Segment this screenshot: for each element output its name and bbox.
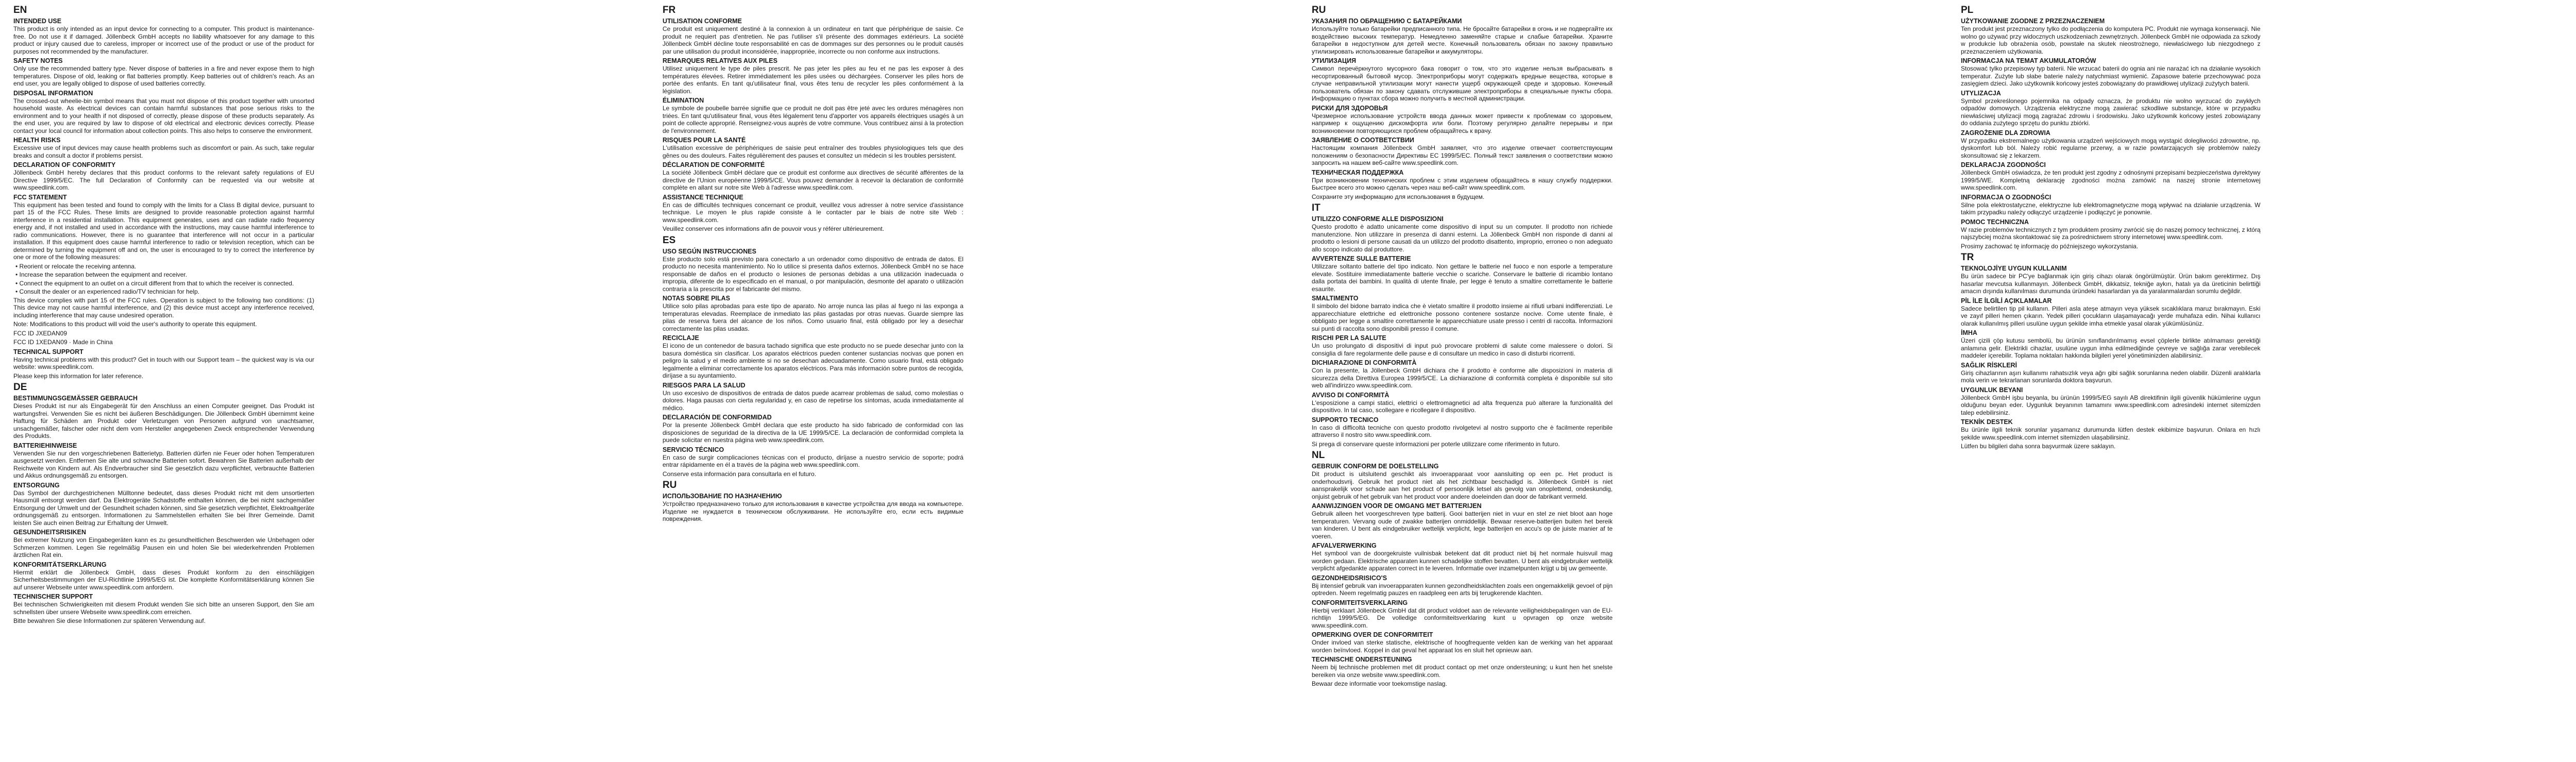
paragraph: Jöllenbeck GmbH hereby declares that this product conforms to the relevant safety regulations of EU Directive 1999/5/EC. The full Declaration of Conformity can be requested via our website at www.speedlink.com.	[13, 169, 314, 191]
section-heading: ENTSORGUNG	[13, 481, 60, 489]
section-heading: INTENDED USE	[13, 18, 62, 25]
section-heading: AANWIJZINGEN VOOR DE OMGANG MET BATTERIJEN	[1312, 502, 1482, 510]
section-heading: REMARQUES RELATIVES AUX PILES	[663, 57, 777, 64]
paragraph: L'utilisation excessive de périphériques de saisie peut entraîner des troubles physiologiques tels que des gênes ou des douleurs. Faites régulièrement des pauses et consultez un médecin si les troubles persistent.	[663, 144, 963, 159]
paragraph: Ce produit est uniquement destiné à la connexion à un ordinateur en tant que périphérique de saisie. Ce produit ne requiert pas d'entretien. Ne pas l'utiliser s'il présente des dommages extérieurs. La société Jöllenbeck GmbH décline toute responsabilité en cas de dommages sur des personnes ou le produit causés par une utilisation du produit inconsidérée, inappropriée, incorrecte ou non conforme aux instructions.	[663, 25, 963, 55]
section-heading: FCC STATEMENT	[13, 193, 67, 201]
section-heading: ZAGROŻENIE DLA ZDROWIA	[1961, 129, 2050, 137]
section-heading: DISPOSAL INFORMATION	[13, 89, 93, 97]
paragraph: Bewaar deze informatie voor toekomstige naslag.	[1312, 680, 1447, 687]
section-heading: TEKNİK DESTEK	[1961, 418, 2013, 426]
panel-columns	[1961, 5, 2576, 758]
manual-panel-2	[649, 0, 1298, 762]
paragraph: In caso di difficoltà tecniche con questo prodotto rivolgetevi al nostro supporto che è facilmente reperibile attraverso il nostro sito www.speedlink.com.	[1312, 424, 1613, 438]
section-heading: РИСКИ ДЛЯ ЗДОРОВЬЯ	[1312, 104, 1388, 112]
paragraph: En cas de difficultés techniques concernant ce produit, veuillez vous adresser à notre service d'assistance technique. Le moyen le plus rapide consiste à le contacter par le biais de notre site Web : www.speedlink.com.	[663, 201, 963, 224]
section-heading: DICHIARAZIONE DI CONFORMITÀ	[1312, 359, 1417, 366]
paragraph: При возникновении технических проблем с этим изделием обращайтесь в нашу службу поддержки. Быстрее всего это можно сделать через наш веб-сайт www.speedlink.com.	[1312, 176, 1613, 191]
bullet-item: • Reorient or relocate the receiving antenna.	[21, 263, 314, 270]
paragraph: Устройство предназначено только для использования в качестве устройства для ввода на компьютере. Изделие не нуждается в техническом обслуживании. Не используйте его, если есть видимые повреждения.	[663, 500, 963, 522]
section-heading: PİL İLE İLGİLİ AÇIKLAMALAR	[1961, 297, 2052, 304]
language-section	[1312, 450, 1613, 688]
section-heading: UTYLIZACJA	[1961, 89, 2001, 97]
paragraph: Настоящим компания Jöllenbeck GmbH заявляет, что это изделие отвечает соответствующим положениям о безопасности Директивы ЕС 1999/5/EC. Полный текст заявления о соответствии можно запросить на нашем веб-сайте www.speedlink.com.	[1312, 144, 1613, 166]
section-heading: GEZONDHEIDSRISICO'S	[1312, 574, 1387, 582]
paragraph: Hiermit erklärt die Jöllenbeck GmbH, dass dieses Produkt konform zu den einschlägigen Sicherheitsbestimmungen der EU-Richtlinie 1999/5/EG ist. Die komplette Konformitätserklärung können Sie auf unserer Webseite unter www.speedlink.com anfordern.	[13, 568, 314, 591]
paragraph: Hierbij verklaart Jöllenbeck GmbH dat dit product voldoet aan de relevante veiligheidsbepalingen van de EU-richtlijn 1999/5/EG. De volledige conformiteitsverklaring kunt u opvragen op onze website www.speedlink.com.	[1312, 606, 1613, 629]
language-code: IT	[1312, 202, 1320, 213]
language-code: FR	[663, 5, 676, 15]
paragraph: Please keep this information for later reference.	[13, 372, 144, 380]
paragraph: Un uso excesivo de dispositivos de entrada de datos puede acarrear problemas de salud, como molestias o dolores. Haga pausas con cierta regularidad y, en caso de repetirse los síntomas, acuda inmediatamente al médico.	[663, 389, 963, 412]
paragraph: Символ перечёркнутого мусорного бака говорит о том, что это изделие нельзя выбрасывать в несортированный бытовой мусор. Электроприборы могут содержать вредные вещества, которые в случае неправильной утилизации могут нанести ущерб окружающей среде и здоровью. Конечный пользователь обязан по закону сдавать отслужившие электроприборы в специальные пункты сбора. Информацию о пунктах сбора можно получить в местной администрации.	[1312, 65, 1613, 102]
section-heading: INFORMACJA O ZGODNOŚCI	[1961, 193, 2052, 201]
paragraph: Symbol przekreślonego pojemnika na odpady oznacza, że produktu nie wolno wyrzucać do zwykłych odpadów domowych. Urządzenia elektryczne mogą zawierać szkodliwe substancje, które w przypadku niewłaściwej utylizacji mogą zagrażać zdrowiu i środowisku. Jako użytkownik końcowy jesteś zobowiązany do oddania zużytego sprzętu do punktu zbiórki.	[1961, 97, 2261, 127]
section-heading: DÉCLARATION DE CONFORMITÉ	[663, 161, 765, 168]
paragraph: L'esposizione a campi statici, elettrici o elettromagnetici ad alta frequenza può alterare la funzionalità del dispositivo. In tal caso, scollegare e ricollegare il dispositivo.	[1312, 399, 1613, 414]
section-heading: SUPPORTO TECNICO	[1312, 416, 1379, 424]
language-section	[1961, 252, 2261, 450]
paragraph: Чрезмерное использование устройств ввода данных может привести к проблемам со здоровьем, например к ощущению дискомфорта или боли. Поэтому регулярно делайте перерывы и при возникновении повторяющихся проблем обращайтесь к врачу.	[1312, 112, 1613, 134]
section-heading: ÉLIMINATION	[663, 97, 704, 104]
language-section	[663, 235, 963, 478]
section-heading: USO SEGÚN INSTRUCCIONES	[663, 247, 756, 255]
paragraph: Используйте только батарейки предписанного типа. Не бросайте батарейки в огонь и не подвергайте их воздействию высоких температур. Немедленно заменяйте старые и слабые батарейки. Храните батарейки в недоступном для детей месте. Конечный пользователь обязан по закону правильно утилизировать использованные батарейки и аккумуляторы.	[1312, 25, 1613, 55]
language-code: RU	[1312, 5, 1326, 15]
paragraph: Het symbool van de doorgekruiste vuilnisbak betekent dat dit product niet bij het normale huisvuil mag worden gedaan. Elektrische apparaten kunnen schadelijke stoffen bevatten. U bent als eindgebruiker wettelijk verplicht afgedankte apparaten correct in te leveren. Informatie over inzamelpunten krijgt u bij uw gemeente.	[1312, 550, 1613, 572]
section-heading: TECHNISCHE ONDERSTEUNING	[1312, 656, 1412, 663]
paragraph: Neem bij technische problemen met dit product contact op met onze ondersteuning; u kunt hen het snelste bereiken via onze website www.speedlink.com.	[1312, 664, 1613, 679]
paragraph: Il simbolo del bidone barrato indica che è vietato smaltire il prodotto insieme ai rifiuti urbani indifferenziati. Le apparecchiature elettriche ed elettroniche possono contenere sostanze nocive. Come utente finale, è obbligato per legge a smaltire correttamente le apparecchiature usate presso i centri di raccolta. Informazioni sui punti di raccolta sono disponibili presso il comune.	[1312, 302, 1613, 332]
section-heading: BESTIMMUNGSGEMÄSSER GEBRAUCH	[13, 395, 138, 402]
section-heading: GEBRUIK CONFORM DE DOELSTELLING	[1312, 463, 1439, 470]
panel-columns	[663, 5, 1285, 758]
manual-panel-3	[1298, 0, 1947, 762]
section-heading: RECICLAJE	[663, 334, 699, 342]
paragraph: Bu ürün sadece bir PC'ye bağlanmak için giriş cihazı olarak öngörülmüştür. Ürün bakım gerektirmez. Dış hasarlar mevcutsa kullanmayın. Jöllenbeck GmbH, dikkatsiz, tekniğe aykırı, hatalı ya da üreticinin belirttiği amacın dışında kullanılması durumunda üründeki hasarlardan ya da yaralanmalardan sorumlu değildir.	[1961, 273, 2261, 295]
section-heading: GESUNDHEITSRISIKEN	[13, 529, 86, 536]
section-heading: SMALTIMENTO	[1312, 295, 1359, 302]
section-heading: DECLARACIÓN DE CONFORMIDAD	[663, 414, 772, 421]
section-heading: HEALTH RISKS	[13, 137, 61, 144]
paragraph: Note: Modifications to this product will void the user's authority to operate this equipment.	[13, 320, 257, 328]
paragraph: Sadece belirtilen tip pil kullanın. Pilleri asla ateşe atmayın veya yüksek sıcaklıklara maruz bırakmayın. Eski ve zayıf pilleri hemen çıkarın. Yedek pilleri çocukların ulaşamayacağı yerde muhafaza edin. Nihai kullanıcı olarak kullanılmış pilleri usulüne uygun şekilde imha etmekle yasal olarak yükümlüsünüz.	[1961, 304, 2261, 327]
bullet-item: • Connect the equipment to an outlet on a circuit different from that to which the receiver is connected.	[21, 280, 314, 287]
language-code: TR	[1961, 252, 1974, 263]
section-heading: AVVISO DI CONFORMITÀ	[1312, 391, 1389, 399]
paragraph: Con la presente, la Jöllenbeck GmbH dichiara che il prodotto è conforme alle disposizioni in materia di sicurezza della Direttiva Europea 1999/5/CE. La dichiarazione di conformità completa è disponibile sul sito web all'indirizzo www.speedlink.com.	[1312, 367, 1613, 389]
paragraph: The crossed-out wheelie-bin symbol means that you must not dispose of this product together with unsorted household waste. As electrical devices can contain harmful substances that pose serious risks to the environment and to your health if not disposed of correctly, please dispose of these products separately. As the end user, you are required by law to dispose of old electrical and electronic devices correctly. Please contact your local council for information about collection points. This also helps to conserve the environment.	[13, 97, 314, 134]
paragraph: Si prega di conservare queste informazioni per poterle utilizzare come riferimento in futuro.	[1312, 440, 1560, 448]
section-heading: AFVALVERWERKING	[1312, 542, 1377, 549]
paragraph: FCC ID 1XEDAN09 · Made in China	[13, 338, 113, 346]
paragraph: W razie problemów technicznych z tym produktem prosimy zwrócić się do naszej pomocy technicznej, z którą najszybciej można skontaktować się za pośrednictwem strony internetowej www.speedlink.com.	[1961, 226, 2261, 241]
paragraph: Üzeri çizili çöp kutusu sembolü, bu ürünün sınıflandırılmamış evsel çöplerle birlikte atılmaması gerektiği anlamına gelir. Elektrikli cihazlar, usulüne uygun imha edilmediğinde çevreye ve sağlığa zarar verebilecek maddeler içerebilir. Toplama noktaları hakkında bilgileri yerel yönetiminizden alabilirsiniz.	[1961, 337, 2261, 359]
paragraph: Gebruik alleen het voorgeschreven type batterij. Gooi batterijen niet in vuur en stel ze niet bloot aan hoge temperaturen. Vervang oude of zwakke batterijen onmiddellijk. Bewaar reserve-batterijen buiten het bereik van kinderen. U bent als eindgebruiker wettelijk verplicht, lege batterijen en accu's op de juiste manier af te voeren.	[1312, 510, 1613, 540]
paragraph: W przypadku ekstremalnego użytkowania urządzeń wejściowych mogą wystąpić dolegliwości zdrowotne, np. dyskomfort lub ból. Należy robić regularne przerwy, a w razie powtarzających się problemów należy skonsultować się z lekarzem.	[1961, 137, 2261, 159]
paragraph: FCC ID JXEDAN09	[13, 329, 67, 337]
bullet-item: • Increase the separation between the equipment and receiver.	[21, 271, 314, 279]
paragraph: This device complies with part 15 of the FCC rules. Operation is subject to the following two conditions: (1) This device may not cause harmful interference, and (2) this device must accept any interference received, including interference that may cause undesired operation.	[13, 296, 314, 319]
paragraph: Bu ürünle ilgili teknik sorunlar yaşamanız durumunda lütfen destek ekibimize başvurun. Onlara en hızlı şekilde www.speedlink.com internet sitemizden ulaşabilirsiniz.	[1961, 426, 2261, 441]
section-heading: SAFETY NOTES	[13, 57, 63, 64]
section-heading: SAĞLIK RİSKLERİ	[1961, 361, 2018, 369]
paragraph: La société Jöllenbeck GmbH déclare que ce produit est conforme aux directives de sécurité afférentes de la directive de l'Union européenne 1999/5/CE. Vous pouvez demander à recevoir la déclaration de conformité complète en allant sur notre site Web à l'adresse www.speedlink.com.	[663, 169, 963, 191]
panel-columns	[1312, 5, 1934, 758]
section-heading: RISQUES POUR LA SANTÉ	[663, 137, 746, 144]
section-heading: DECLARATION OF CONFORMITY	[13, 161, 116, 168]
paragraph: Lütfen bu bilgileri daha sonra başvurmak üzere saklayın.	[1961, 443, 2116, 450]
section-heading: INFORMACJA NA TEMAT AKUMULATORÓW	[1961, 57, 2096, 64]
section-heading: ЗАЯВЛЕНИЕ О СООТВЕТСТВИИ	[1312, 137, 1414, 144]
paragraph: Veuillez conserver ces informations afin de pouvoir vous y référer ultérieurement.	[663, 225, 885, 232]
paragraph: Das Symbol der durchgestrichenen Mülltonne bedeutet, dass dieses Produkt nicht mit dem unsortierten Hausmüll entsorgt werden darf. Da Elektrogeräte Schadstoffe enthalten können, die bei nicht sachgemäßer Entsorgung der Umwelt und der Gesundheit schaden können, sind Sie gesetzlich verpflichtet, Elektroaltgeräte ordnungsgemäß zu entsorgen. Informationen zu Sammelstellen erhalten Sie bei Ihrer Gemeinde. Damit leisten Sie auch einen Beitrag zur Erhaltung der Umwelt.	[13, 489, 314, 527]
section-heading: RIESGOS PARA LA SALUD	[663, 381, 745, 389]
section-heading: BATTERIEHINWEISE	[13, 442, 77, 449]
language-code: DE	[13, 382, 27, 393]
language-code: EN	[13, 5, 27, 15]
language-section	[1961, 5, 2261, 250]
section-heading: RISCHI PER LA SALUTE	[1312, 334, 1386, 342]
language-section	[13, 382, 314, 625]
paragraph: Este producto solo está previsto para conectarlo a un ordenador como dispositivo de entrada de datos. El producto no necesita mantenimiento. No lo utilice si presenta daños externos. Jöllenbeck GmbH no se hace responsable de daños en el producto o lesiones de personas debidas a una utilización inadecuada o impropia, diferente de lo especificado en el manual, o por manipulación, desmonte del aparato o utilización contraria a la prescrita por el fabricante del mismo.	[663, 255, 963, 293]
language-code: NL	[1312, 450, 1325, 461]
section-heading: ТЕХНИЧЕСКАЯ ПОДДЕРЖКА	[1312, 168, 1404, 176]
paragraph: Por la presente Jöllenbeck GmbH declara que este producto ha sido fabricado de conformidad con las disposiciones de seguridad de la directiva de la UE 1999/5/CE. La declaración de conformidad completa la puede solicitar en nuestra página web www.speedlink.com.	[663, 421, 963, 444]
paragraph: Bitte bewahren Sie diese Informationen zur späteren Verwendung auf.	[13, 617, 206, 624]
section-heading: SERVICIO TÉCNICO	[663, 446, 724, 453]
language-code: ES	[663, 234, 676, 246]
paragraph: Ten produkt jest przeznaczony tylko do podłączenia do komputera PC. Produkt nie wymaga konserwacji. Nie wolno go używać przy widocznych uszkodzeniach zewnętrznych. Jöllenbeck GmbH nie odpowiada za szkody w produkcie lub obrażenia osób, powstałe na skutek nieostrożnego, niewłaściwego lub niezgodnego z przeznaczeniem użytkowania.	[1961, 25, 2261, 55]
paragraph: En caso de surgir complicaciones técnicas con el producto, diríjase a nuestro servicio de soporte; podrá entrar rápidamente en él a través de la página web www.speedlink.com.	[663, 453, 963, 468]
paragraph: Prosimy zachować tę informację do późniejszego wykorzystania.	[1961, 242, 2139, 250]
paragraph: Stosować tylko przepisowy typ baterii. Nie wrzucać baterii do ognia ani nie narażać ich na działanie wysokich temperatur. Zużyte lub słabe baterie należy natychmiast wymienić. Zapasowe baterie przechowywać poza zasięgiem dzieci. Jako użytkownik końcowy jesteś zobowiązany do prawidłowej utylizacji zużytych baterii.	[1961, 65, 2261, 87]
paragraph: Having technical problems with this product? Get in touch with our Support team – the quickest way is via our website: www.speedlink.com.	[13, 355, 314, 370]
section-heading: OPMERKING OVER DE CONFORMITEIT	[1312, 631, 1433, 638]
paragraph: Utilizzare soltanto batterie del tipo indicato. Non gettare le batterie nel fuoco e non esporle a temperature elevate. Sostituire immediatamente batterie vecchie o scariche. Conservare le batterie di ricambio lontano dalla portata dei bambini. In qualità di utente finale, per legge è tenuto a smaltire correttamente le batterie esaurite.	[1312, 263, 1613, 293]
paragraph: Giriş cihazlarının aşırı kullanımı rahatsızlık veya ağrı gibi sağlık sorunlarına neden olabilir. Düzenli aralıklarla mola verin ve tekrarlanan sorunlarda doktora başvurun.	[1961, 369, 2261, 384]
section-heading: KONFORMITÄTSERKLÄRUNG	[13, 561, 107, 568]
bullet-item: • Consult the dealer or an experienced radio/TV technician for help.	[21, 288, 314, 296]
paragraph: Сохраните эту информацию для использования в будущем.	[1312, 193, 1485, 200]
paragraph: Le symbole de poubelle barrée signifie que ce produit ne doit pas être jeté avec les ordures ménagères non triées. En tant qu'utilisateur final, vous êtes légalement tenu d'apporter vos appareils électriques usagés à un point de collecte approprié. Renseignez-vous auprès de votre commune. Vous contribuez ainsi à la protection de l'environnement.	[663, 105, 963, 134]
paragraph: Bei extremer Nutzung von Eingabegeräten kann es zu gesundheitlichen Beschwerden wie Unbehagen oder Schmerzen kommen. Legen Sie regelmäßig Pausen ein und holen Sie bei wiederkehrenden Problemen ärztlichen Rat ein.	[13, 536, 314, 558]
language-code: RU	[663, 480, 677, 490]
paragraph: Utilisez uniquement le type de piles prescrit. Ne pas jeter les piles au feu et ne pas les exposer à des températures élevées. Retirer immédiatement les piles usées ou déchargées. Conserver les piles hors de portée des enfants. En tant qu'utilisateur final, vous êtes tenu de recycler les piles conformément à la législation.	[663, 65, 963, 95]
section-heading: İMHA	[1961, 329, 1977, 336]
language-section	[13, 5, 314, 380]
section-heading: NOTAS SOBRE PILAS	[663, 295, 731, 302]
paragraph: Dieses Produkt ist nur als Eingabegerät für den Anschluss an einen Computer geeignet. Das Produkt ist wartungsfrei. Verwenden Sie es nicht bei äußeren Beschädigungen. Die Jöllenbeck GmbH übernimmt keine Haftung für Schäden am Produkt oder Verletzungen von Personen aufgrund von unachtsamer, unsachgemäßer, falscher oder nicht dem vom Hersteller angegebenen Zweck entsprechender Verwendung des Produkts.	[13, 402, 314, 439]
paragraph: This equipment has been tested and found to comply with the limits for a Class B digital device, pursuant to part 15 of the FCC Rules. These limits are designed to provide reasonable protection against harmful interference in a residential installation. This equipment generates, uses and can radiate radio frequency energy and, if not installed and used in accordance with the instructions, may cause harmful interference to radio communications. However, there is no guarantee that interference will not occur in a particular installation. If this equipment does cause harmful interference to radio or television reception, which can be determined by turning the equipment off and on, the user is encouraged to try to correct the interference by one or more of the following measures:	[13, 201, 314, 261]
section-heading: DEKLARACJA ZGODNOŚCI	[1961, 161, 2046, 168]
paragraph: Silne pola elektrostatyczne, elektryczne lub elektromagnetyczne mogą wpływać na działanie urządzenia. W takim przypadku należy odłączyć urządzenie i podłączyć je ponownie.	[1961, 201, 2261, 216]
section-heading: ИСПОЛЬЗОВАНИЕ ПО НАЗНАЧЕНИЮ	[663, 493, 782, 500]
section-heading: CONFORMITEITSVERKLARING	[1312, 599, 1408, 606]
paragraph: Only use the recommended battery type. Never dispose of batteries in a fire and never expose them to high temperatures. Dispose of old, leaking or flat batteries promptly. Keep batteries out of children's reach. As an end user, you are legally obliged to dispose of used batteries correctly.	[13, 65, 314, 87]
section-heading: UŻYTKOWANIE ZGODNE Z PRZEZNACZENIEM	[1961, 18, 2105, 25]
paragraph: Bij intensief gebruik van invoerapparaten kunnen gezondheidsklachten zoals een ongemakkelijk gevoel of pijn optreden. Neem regelmatig pauzes en raadpleeg een arts bij terugkerende klachten.	[1312, 582, 1613, 597]
manual-panel-4	[1947, 0, 2576, 762]
manual-panel-1	[0, 0, 649, 762]
paragraph: Excessive use of input devices may cause health problems such as discomfort or pain. As such, take regular breaks and consult a doctor if problems persist.	[13, 144, 314, 159]
paragraph: El icono de un contenedor de basura tachado significa que este producto no se puede desechar junto con la basura doméstica sin clasificar. Los aparatos eléctricos pueden contener sustancias nocivas que ponen en peligro la salud y el medio ambiente si no se desechan adecuadamente. Como usuario final, está obligado legalmente a eliminar correctamente los aparatos eléctricos. Para más información sobre puntos de recogida, diríjase a su ayuntamiento.	[663, 342, 963, 379]
language-section	[663, 5, 963, 233]
paragraph: Onder invloed van sterke statische, elektrische of hoogfrequente velden kan de werking van het apparaat worden beïnvloed. Koppel in dat geval het apparaat los en sluit het opnieuw aan.	[1312, 639, 1613, 654]
language-section	[663, 480, 963, 523]
section-heading: TECHNICAL SUPPORT	[13, 348, 83, 355]
language-code: PL	[1961, 5, 1974, 15]
section-heading: UTILIZZO CONFORME ALLE DISPOSIZIONI	[1312, 215, 1444, 223]
paragraph: Jöllenbeck GmbH işbu beyanla, bu ürünün 1999/5/EG sayılı AB direktifinin ilgili güvenlik hükümlerine uygun olduğunu beyan eder. Uygunluk beyanının tamamını www.speedlink.com adresindeki internet sitemizden talep edebilirsiniz.	[1961, 394, 2261, 416]
paragraph: Questo prodotto è adatto unicamente come dispositivo di input su un computer. Il prodotto non richiede manutenzione. Non utilizzare in presenza di danni esterni. La Jöllenbeck GmbH non risponde di danni al prodotto o lesioni di persone causati da un utilizzo del prodotto disattento, improprio, erroneo o non adeguato allo scopo indicato dal produttore.	[1312, 223, 1613, 253]
section-heading: AVVERTENZE SULLE BATTERIE	[1312, 255, 1411, 262]
paragraph: Conserve esta información para consultarla en el futuro.	[663, 470, 817, 478]
panel-columns	[13, 5, 636, 758]
section-heading: TECHNISCHER SUPPORT	[13, 593, 93, 600]
language-section	[1312, 5, 1613, 200]
paragraph: Un uso prolungato di dispositivi di input può provocare problemi di salute come malessere o dolori. Si consiglia di fare regolarmente delle pause e di consultare un medico in caso di disturbi ricorrenti.	[1312, 342, 1613, 357]
section-heading: УКАЗАНИЯ ПО ОБРАЩЕНИЮ С БАТАРЕЙКАМИ	[1312, 18, 1462, 25]
paragraph: Utilice solo pilas aprobadas para este tipo de aparato. No arroje nunca las pilas al fuego ni las exponga a temperaturas elevadas. Reemplace de inmediato las pilas gastadas por otras nuevas. Guarde siempre las pilas de reserva fuera del alcance de los niños. Como usuario final, está obligado por ley a desechar correctamente las pilas usadas.	[663, 302, 963, 332]
section-heading: УТИЛИЗАЦИЯ	[1312, 57, 1357, 64]
section-heading: UTILISATION CONFORME	[663, 18, 742, 25]
paragraph: Dit product is uitsluitend geschikt als invoerapparaat voor aansluiting op een pc. Het product is onderhoudsvrij. Gebruik het product niet als het zichtbaar beschadigd is. Jöllenbeck GmbH is niet aansprakelijk voor schade aan het product of persoonlijk letsel als gevolg van onoplettend, ondeskundig, onjuist gebruik of het gebruik van het product voor andere doeleinden dan door de fabrikant vermeld.	[1312, 470, 1613, 500]
section-heading: ASSISTANCE TECHNIQUE	[663, 193, 743, 201]
language-section	[1312, 203, 1613, 448]
section-heading: UYGUNLUK BEYANI	[1961, 386, 2023, 394]
paragraph: Verwenden Sie nur den vorgeschriebenen Batterietyp. Batterien dürfen nie Feuer oder hohen Temperaturen ausgesetzt werden. Entfernen Sie alte und schwache Batterien sofort. Bewahren Sie Batterien außerhalb der Reichweite von Kindern auf. Als Endverbraucher sind Sie gesetzlich dazu verpflichtet, verbrauchte Batterien und Akkus ordnungsgemäß zu entsorgen.	[13, 449, 314, 479]
paragraph: This product is only intended as an input device for connecting to a computer. This product is maintenance-free. Do not use it if damaged. Jöllenbeck GmbH accepts no liability whatsoever for any damage to this product or injury caused due to careless, improper or incorrect use of the product or use of the product for purposes not recommended by the manufacturer.	[13, 25, 314, 55]
section-heading: POMOC TECHNICZNA	[1961, 218, 2029, 226]
section-heading: TEKNOLOJİYE UYGUN KULLANIM	[1961, 265, 2067, 272]
paragraph: Bei technischen Schwierigkeiten mit diesem Produkt wenden Sie sich bitte an unseren Support, den Sie am schnellsten über unsere Webseite www.speedlink.com erreichen.	[13, 601, 314, 616]
paragraph: Jöllenbeck GmbH oświadcza, że ten produkt jest zgodny z odnośnymi przepisami bezpieczeństwa dyrektywy 1999/5/WE. Kompletną deklarację zgodności można zamówić na naszej stronie internetowej www.speedlink.com.	[1961, 169, 2261, 191]
